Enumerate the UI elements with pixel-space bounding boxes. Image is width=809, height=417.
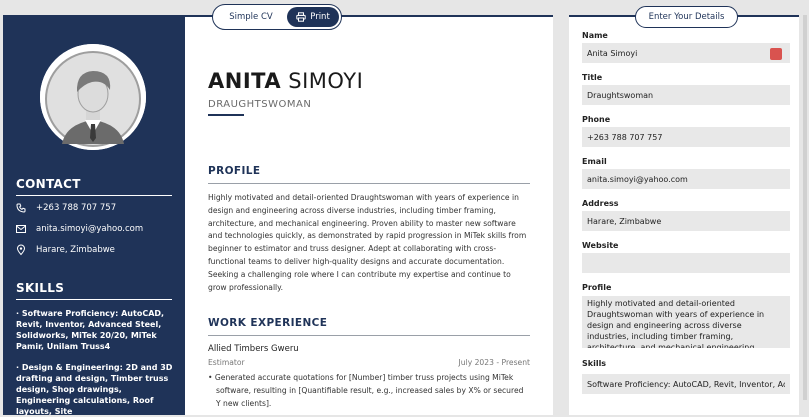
contact-email	[16, 222, 143, 236]
cv-preview	[3, 15, 553, 415]
job-company: Allied Timbers Gweru	[208, 344, 299, 354]
title-label: Title	[582, 73, 603, 82]
website-label: Website	[582, 241, 619, 250]
print-label: Print	[310, 12, 330, 22]
avatar	[40, 44, 146, 150]
cv-sidebar	[3, 17, 185, 415]
details-form	[569, 15, 799, 415]
print-button[interactable]	[287, 7, 339, 27]
name-input[interactable]	[582, 43, 790, 63]
title-underline	[208, 114, 244, 116]
form-title: Enter Your Details	[635, 6, 738, 28]
phone-label: Phone	[582, 115, 611, 124]
view-toggle	[212, 4, 342, 30]
profile-textarea[interactable]	[582, 296, 790, 348]
skills-input[interactable]	[582, 374, 790, 394]
phone-input[interactable]	[582, 127, 790, 147]
email-input[interactable]	[582, 169, 790, 189]
job-dates: July 2023 - Present	[458, 358, 530, 367]
cv-name	[208, 69, 363, 93]
skill-item: · Design & Engineering: 2D and 3D drafting and design, Timber truss design, Shop drawings, Engineering calculations, Roof layouts, Site	[16, 363, 173, 416]
name-label: Name	[582, 31, 608, 40]
cv-title: DRAUGHTSWOMAN	[208, 99, 312, 110]
contact-phone	[16, 201, 116, 215]
profile-heading: PROFILE	[208, 165, 530, 184]
job-role: Estimator	[208, 358, 245, 367]
location-pin-icon	[16, 245, 26, 255]
cv-first-name: ANITA	[208, 69, 282, 93]
contact-address-text: Harare, Zimbabwe	[36, 245, 115, 255]
cv-last-name: SIMOYI	[288, 69, 364, 93]
mail-icon	[16, 224, 26, 234]
address-label: Address	[582, 199, 619, 208]
contact-address	[16, 243, 115, 257]
cv-main-column	[208, 17, 530, 415]
work-experience-heading: WORK EXPERIENCE	[208, 317, 530, 336]
website-input[interactable]	[582, 253, 790, 273]
contact-heading: CONTACT	[16, 177, 172, 196]
skills-heading: SKILLS	[16, 281, 172, 300]
address-input[interactable]	[582, 211, 790, 231]
password-manager-icon[interactable]	[770, 48, 782, 60]
simple-cv-button[interactable]: Simple CV	[229, 12, 273, 22]
contact-phone-text: +263 788 707 757	[36, 203, 117, 213]
email-label: Email	[582, 157, 607, 166]
phone-icon	[16, 203, 26, 213]
title-input[interactable]	[582, 85, 790, 105]
profile-text: Highly motivated and detail-oriented Draughtswoman with years of experience in design and engineering across diverse industries, including timber framing, architecture, and mechanical engineering. Proven ability to master new software and technologies quickly, as demonstrated by rapid progression in MiTek skills from beginner to estimator and truss designer. Adept at collaborating with cross-functional teams to deliver high-quality designs and accurate documentation. Seeking a challenging role where I can contribute my expertise and continue to grow professionally.	[208, 193, 527, 292]
skill-item: · Software Proficiency: AutoCAD, Revit, Inventor, Advanced Steel, Solidworks, MiTek 20/20, MiTek Pamir, Unilam Truss4	[16, 309, 165, 351]
profile-label: Profile	[582, 283, 612, 292]
contact-email-text: anita.simoyi@yahoo.com	[36, 224, 144, 234]
form-scrollbar[interactable]	[803, 15, 807, 400]
skills-label: Skills	[582, 359, 607, 368]
job-bullet: • Generated accurate quotations for [Number] timber truss projects using MiTek software, resulting in [Quantifiable result, e.g., increased sales by X% or secured Y new clients].	[208, 373, 524, 408]
printer-icon	[296, 12, 306, 22]
